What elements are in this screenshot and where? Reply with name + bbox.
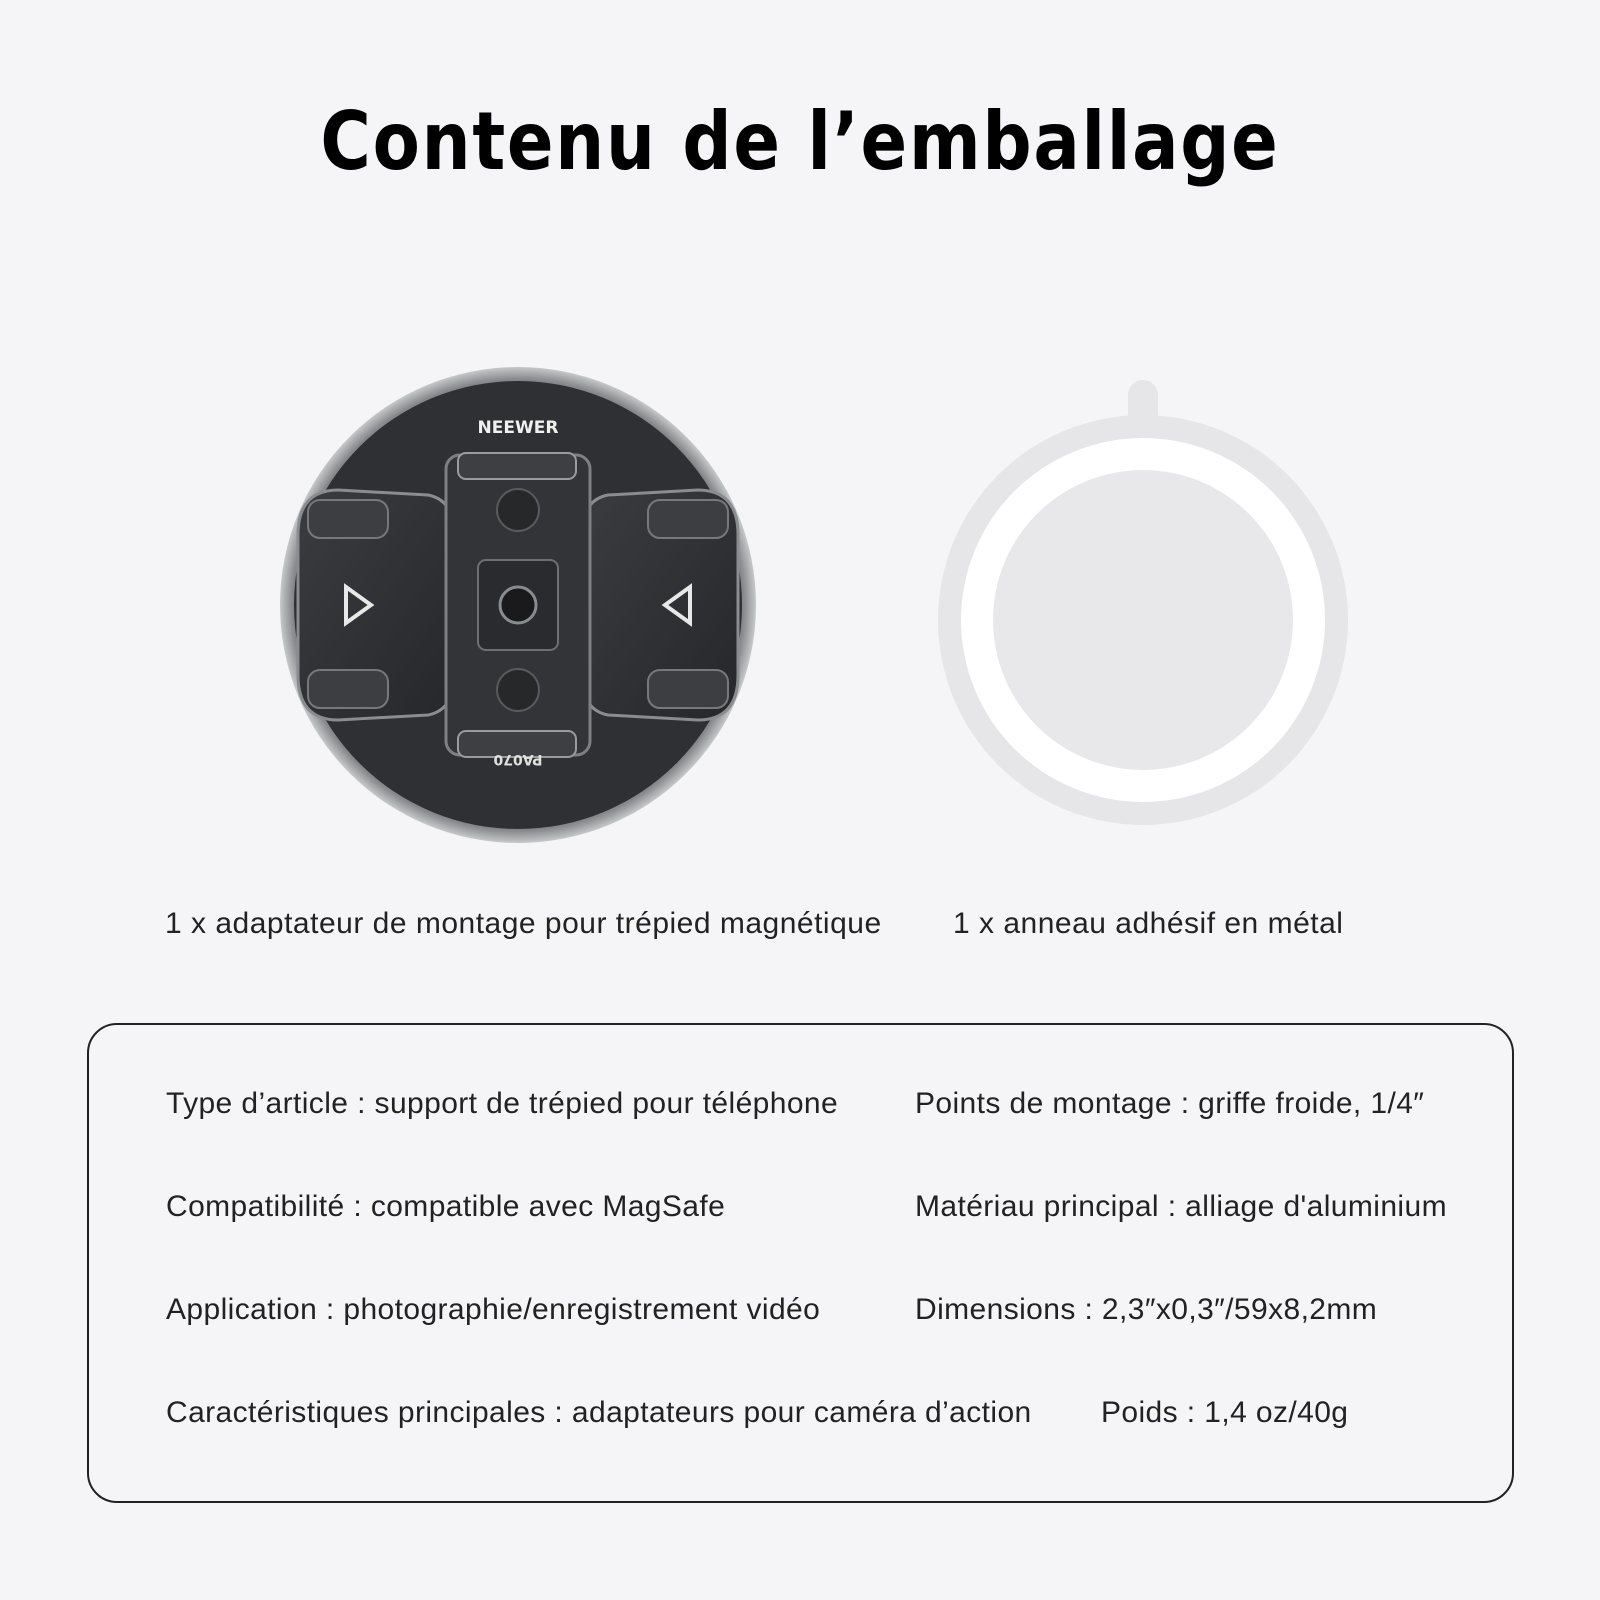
spec-dimensions: Dimensions : 2,3″x0,3″/59x8,2mm: [915, 1293, 1378, 1326]
brand-logo: NEEWER: [477, 418, 559, 438]
spec-mount-points: Points de montage : griffe froide, 1/4″: [915, 1087, 1425, 1120]
tripod-adapter-image: [278, 365, 758, 845]
specs-panel: [87, 1023, 1514, 1503]
spec-weight: Poids : 1,4 oz/40g: [1101, 1396, 1349, 1429]
spec-item-type: Type d’article : support de trépied pour téléphone: [166, 1087, 839, 1120]
adhesive-ring-image: [935, 380, 1355, 840]
page-title: Contenu de l’emballage: [320, 95, 1280, 188]
spec-compatibility: Compatibilité : compatible avec MagSafe: [166, 1190, 726, 1223]
spec-material: Matériau principal : alliage d'aluminium: [915, 1190, 1447, 1223]
adapter-caption: 1 x adaptateur de montage pour trépied magnétique: [165, 907, 882, 940]
spec-features: Caractéristiques principales : adaptateurs pour caméra d’action: [166, 1396, 1032, 1429]
model-label: PA070: [493, 751, 543, 767]
spec-application: Application : photographie/enregistrement vidéo: [166, 1293, 821, 1326]
ring-caption: 1 x anneau adhésif en métal: [953, 907, 1344, 940]
